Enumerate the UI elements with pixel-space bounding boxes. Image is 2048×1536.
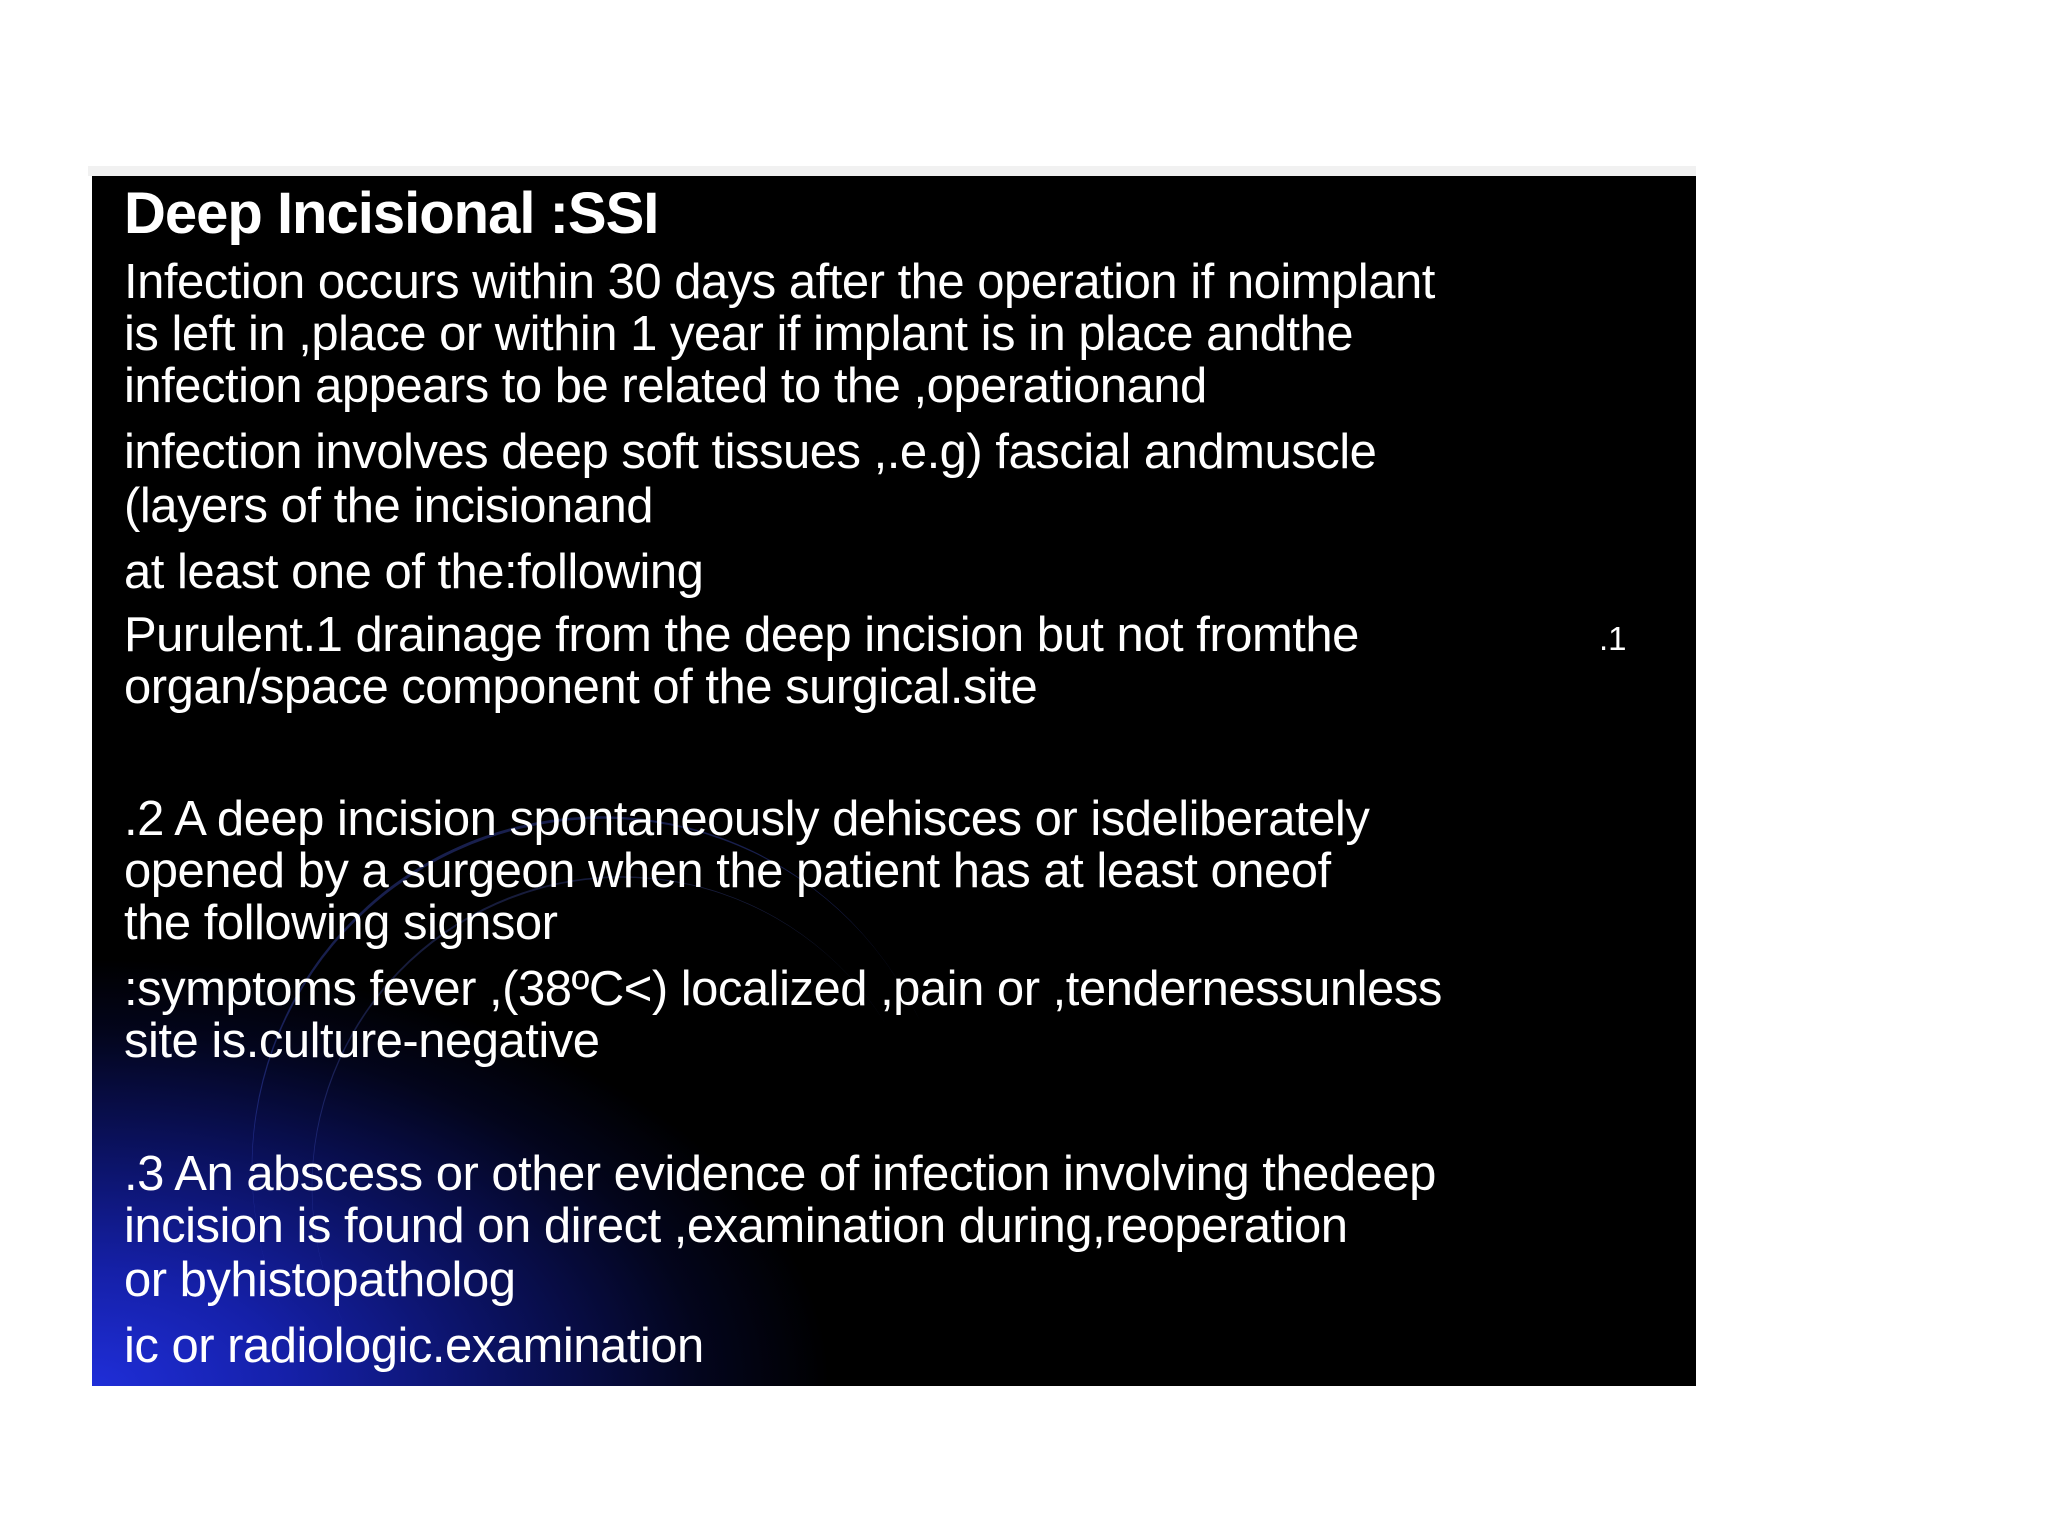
text-line: .3 An abscess or other evidence of infection involving thedeep <box>124 1147 1436 1201</box>
text-line: site is.culture-negative <box>124 1014 600 1068</box>
text-line: or byhistopatholog <box>124 1253 516 1307</box>
list-number-marker: .1 <box>1599 620 1627 657</box>
text-line: Purulent.1 drainage from the deep incision but not fromthe <box>124 608 1359 662</box>
slide-title: Deep Incisional :SSI <box>124 181 659 246</box>
text-line: Infection occurs within 30 days after the operation if noimplant <box>124 255 1435 309</box>
text-line: (layers of the incisionand <box>124 479 654 533</box>
text-line: at least one of the:following <box>124 545 704 599</box>
text-line: .2 A deep incision spontaneously dehisces or isdeliberately <box>124 792 1370 846</box>
text-line: infection appears to be related to the ,operationand <box>124 359 1207 413</box>
text-line: the following signsor <box>124 896 558 950</box>
text-line: infection involves deep soft tissues ,.e.g) fascial andmuscle <box>124 425 1377 479</box>
slide <box>92 176 1696 1386</box>
text-line: ic or radiologic.examination <box>124 1319 704 1373</box>
slide-top-border <box>88 166 1696 176</box>
text-line: organ/space component of the surgical.site <box>124 660 1038 714</box>
text-line: opened by a surgeon when the patient has at least oneof <box>124 844 1331 898</box>
text-line: :symptoms fever ,(38ºC<) localized ,pain or ,tendernessunless <box>124 962 1442 1016</box>
text-line: is left in ,place or within 1 year if implant is in place andthe <box>124 307 1354 361</box>
text-line: incision is found on direct ,examination during,reoperation <box>124 1199 1348 1253</box>
